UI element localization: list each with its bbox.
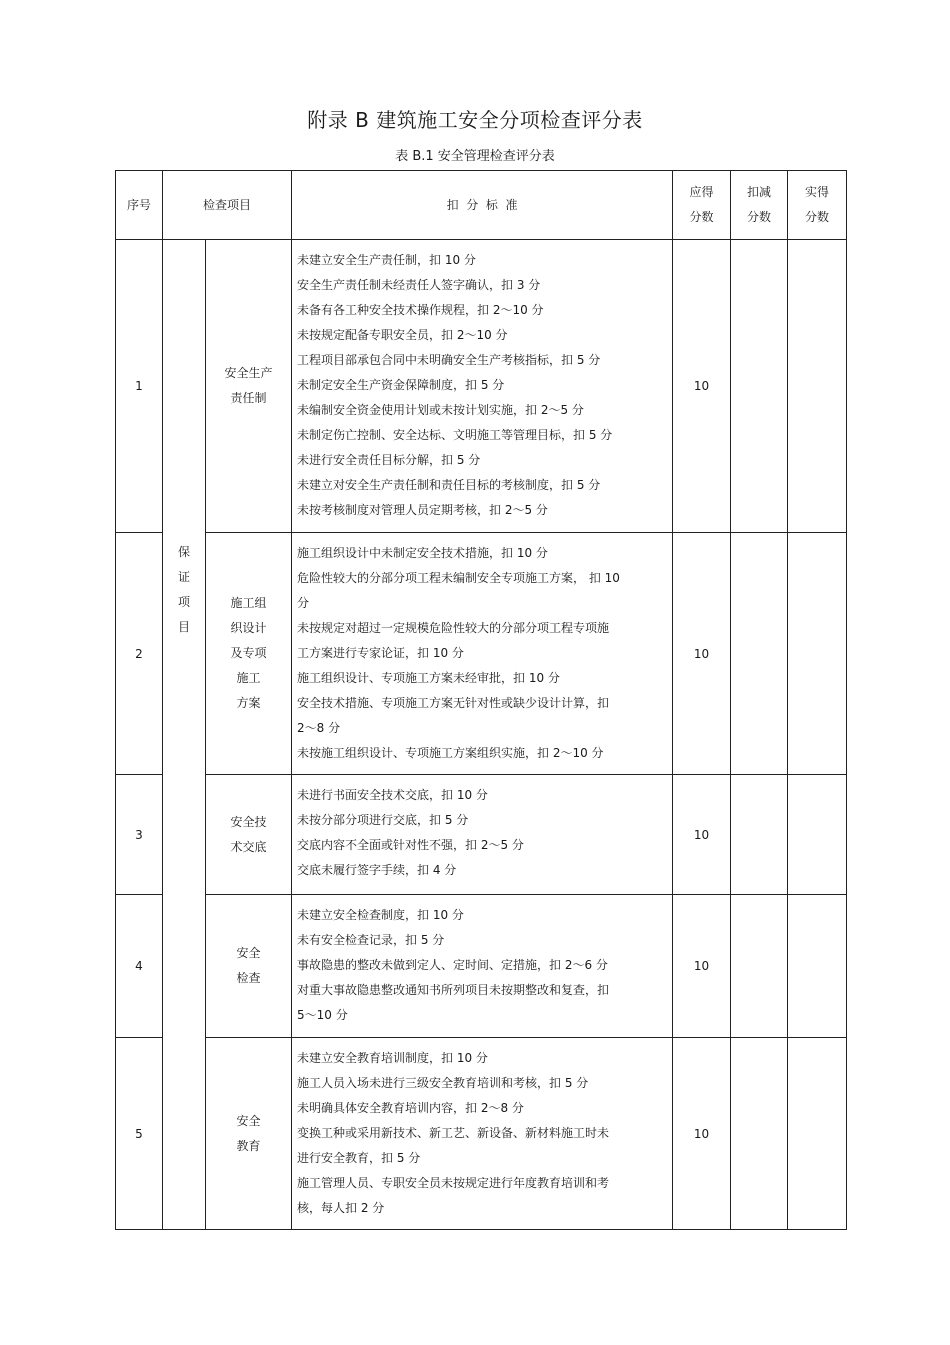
row-seq: 4	[116, 895, 163, 1038]
header-deducted-score: 扣减 分数	[731, 171, 788, 240]
deduction-criteria	[292, 533, 673, 775]
table-row	[116, 1038, 847, 1230]
check-item: 安全 教育	[206, 1038, 292, 1230]
criteria-line: 对重大事故隐患整改通知书所列项目未按期整改和复查，扣 5～10 分	[297, 983, 610, 1022]
actual-score-cell[interactable]	[788, 533, 847, 775]
row-seq: 5	[116, 1038, 163, 1230]
deducted-score-cell[interactable]	[731, 775, 788, 895]
document-title: 附录 B 建筑施工安全分项检查评分表	[307, 108, 643, 132]
check-item: 安全生产 责任制	[206, 240, 292, 533]
row-seq: 3	[116, 775, 163, 895]
deducted-score-cell[interactable]	[731, 240, 788, 533]
criteria-line: 施工组织设计、专项施工方案未经审批，扣 10 分	[297, 671, 560, 685]
table-row	[116, 533, 847, 775]
criteria-line: 未制定安全生产资金保障制度，扣 5 分	[297, 378, 505, 392]
criteria-line: 未建立安全生产责任制，扣 10 分	[297, 253, 476, 267]
criteria-line: 未建立安全教育培训制度，扣 10 分	[297, 1051, 488, 1065]
criteria-line: 安全技术措施、专项施工方案无针对性或缺少设计计算，扣 2～8 分	[297, 696, 610, 735]
header-seq: 序号	[116, 171, 163, 240]
should-score: 10	[673, 895, 731, 1038]
table-row	[116, 775, 847, 895]
criteria-line: 未建立对安全生产责任制和责任目标的考核制度，扣 5 分	[297, 478, 601, 492]
criteria-line: 未有安全检查记录，扣 5 分	[297, 933, 445, 947]
check-item: 安全技 术交底	[206, 775, 292, 895]
criteria-line: 未编制安全资金使用计划或未按计划实施，扣 2～5 分	[297, 403, 584, 417]
should-score: 10	[673, 533, 731, 775]
criteria-line: 未按规定配备专职安全员，扣 2～10 分	[297, 328, 508, 342]
table-row	[116, 895, 847, 1038]
criteria-line: 交底内容不全面或针对性不强，扣 2～5 分	[297, 838, 524, 852]
criteria-line: 未按分部分项进行交底，扣 5 分	[297, 813, 469, 827]
check-item: 安全 检查	[206, 895, 292, 1038]
actual-score-cell[interactable]	[788, 895, 847, 1038]
header-should-score: 应得 分数	[673, 171, 731, 240]
criteria-line: 未进行书面安全技术交底，扣 10 分	[297, 788, 488, 802]
deducted-score-cell[interactable]	[731, 1038, 788, 1230]
criteria-line: 安全生产责任制未经责任人签字确认，扣 3 分	[297, 278, 541, 292]
criteria-line: 工程项目部承包合同中未明确安全生产考核指标，扣 5 分	[297, 353, 601, 367]
header-criteria: 扣 分 标 准	[292, 171, 673, 240]
criteria-line: 施工人员入场未进行三级安全教育培训和考核，扣 5 分	[297, 1076, 589, 1090]
actual-score-cell[interactable]	[788, 1038, 847, 1230]
criteria-line: 未按规定对超过一定规模危险性较大的分部分项工程专项施 工方案进行专家论证，扣 10 分	[297, 621, 610, 660]
deduction-criteria	[292, 1038, 673, 1230]
header-row	[116, 171, 847, 240]
should-score: 10	[673, 240, 731, 533]
header-actual-score: 实得 分数	[788, 171, 847, 240]
deduction-criteria	[292, 240, 673, 533]
row-seq: 1	[116, 240, 163, 533]
criteria-line: 未制定伤亡控制、安全达标、文明施工等管理目标，扣 5 分	[297, 428, 613, 442]
criteria-line: 施工管理人员、专职安全员未按规定进行年度教育培训和考 核，每人扣 2 分	[297, 1176, 610, 1215]
criteria-line: 未按施工组织设计、专项施工方案组织实施，扣 2～10 分	[297, 746, 604, 760]
criteria-line: 未建立安全检查制度，扣 10 分	[297, 908, 464, 922]
criteria-line: 交底未履行签字手续，扣 4 分	[297, 863, 457, 877]
criteria-line: 危险性较大的分部分项工程未编制安全专项施工方案， 扣 10 分	[297, 571, 620, 610]
actual-score-cell[interactable]	[788, 775, 847, 895]
safety-management-score-table	[115, 170, 847, 1230]
deduction-criteria	[292, 895, 673, 1038]
table-caption: 表 B.1 安全管理检查评分表	[395, 149, 555, 164]
criteria-line: 未进行安全责任目标分解，扣 5 分	[297, 453, 481, 467]
actual-score-cell[interactable]	[788, 240, 847, 533]
table-row	[116, 240, 847, 533]
should-score: 10	[673, 1038, 731, 1230]
deducted-score-cell[interactable]	[731, 533, 788, 775]
criteria-line: 未备有各工种安全技术操作规程，扣 2～10 分	[297, 303, 544, 317]
deducted-score-cell[interactable]	[731, 895, 788, 1038]
criteria-line: 未按考核制度对管理人员定期考核，扣 2～5 分	[297, 503, 548, 517]
header-item: 检查项目	[163, 171, 292, 240]
check-item: 施工组 织设计 及专项 施工 方案	[206, 533, 292, 775]
criteria-line: 变换工种或采用新技术、新工艺、新设备、新材料施工时未 进行安全教育，扣 5 分	[297, 1126, 610, 1165]
criteria-line: 事故隐患的整改未做到定人、定时间、定措施，扣 2～6 分	[297, 958, 608, 972]
criteria-line: 未明确具体安全教育培训内容，扣 2～8 分	[297, 1101, 524, 1115]
should-score: 10	[673, 775, 731, 895]
criteria-line: 施工组织设计中未制定安全技术措施，扣 10 分	[297, 546, 548, 560]
row-seq: 2	[116, 533, 163, 775]
deduction-criteria	[292, 775, 673, 895]
category-guarantee-items: 保 证 项 目	[163, 240, 206, 1230]
